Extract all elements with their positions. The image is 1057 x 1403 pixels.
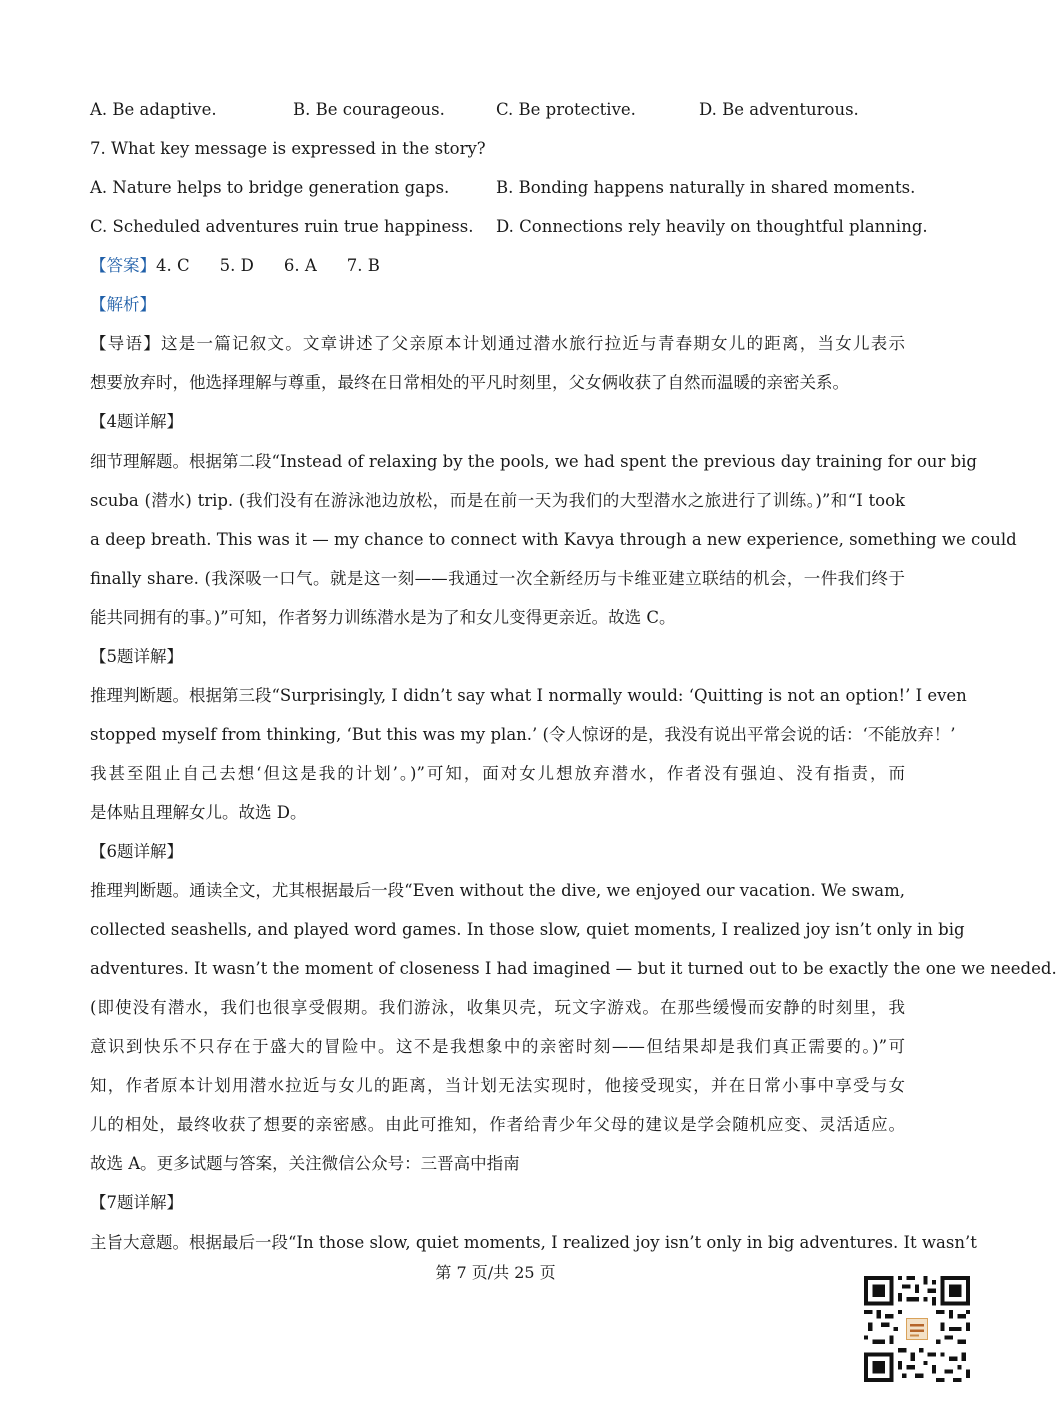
answer-item: 4. C bbox=[156, 256, 190, 275]
q4-line: scuba (潜水) trip. (我们没有在游泳池边放松，而是在前一天为我们的大型潜水之旅进行了训练。)”和“I took bbox=[90, 491, 905, 510]
q4-heading: 【4题详解】 bbox=[90, 412, 183, 431]
q7-heading: 【7题详解】 bbox=[90, 1193, 183, 1212]
q5-line: 我甚至阻止自己去想‘但这是我的计划’。)”可知，面对女儿想放弃潜水，作者没有强迫、没有指责，而 bbox=[90, 764, 905, 783]
q7-option-d: D. Connections rely heavily on thoughtful planning. bbox=[496, 217, 928, 236]
answer-line bbox=[90, 255, 905, 277]
q7-option-b: B. Bonding happens naturally in shared moments. bbox=[496, 178, 916, 197]
q7-option-c: C. Scheduled adventures ruin true happiness. bbox=[90, 217, 474, 236]
q5-line: 推理判断题。根据第三段“Surprisingly, I didn’t say what I normally would: ‘Quitting is not an option!’ I even bbox=[90, 686, 967, 705]
q4-line: 细节理解题。根据第二段“Instead of relaxing by the pools, we had spent the previous day training for our big bbox=[90, 452, 977, 471]
intro-line: 【导语】这是一篇记叙文。文章讲述了父亲原本计划通过潜水旅行拉近与青春期女儿的距离，当女儿表示 bbox=[90, 334, 905, 353]
intro-line: 想要放弃时，他选择理解与尊重，最终在日常相处的平凡时刻里，父女俩收获了自然而温暖的亲密关系。 bbox=[90, 373, 849, 392]
q6-option-b: B. Be courageous. bbox=[293, 100, 445, 119]
answer-item: 5. D bbox=[219, 256, 254, 275]
qr-code-icon bbox=[864, 1276, 970, 1382]
q4-line: 能共同拥有的事。)”可知，作者努力训练潜水是为了和女儿变得更亲近。故选 C。 bbox=[90, 608, 676, 627]
q6-option-c: C. Be protective. bbox=[496, 100, 636, 119]
q7-option-a: A. Nature helps to bridge generation gaps. bbox=[90, 178, 450, 197]
q6-option-a: A. Be adaptive. bbox=[90, 100, 217, 119]
q6-line: 知，作者原本计划用潜水拉近与女儿的距离，当计划无法实现时，他接受现实，并在日常小事中享受与女 bbox=[90, 1076, 905, 1095]
q6-line: (即使没有潜水，我们也很享受假期。我们游泳，收集贝壳，玩文字游戏。在那些缓慢而安静的时刻里，我 bbox=[90, 998, 905, 1017]
answer-item: 6. A bbox=[283, 256, 317, 275]
q5-line: stopped myself from thinking, ‘But this was my plan.’ (令人惊讶的是，我没有说出平常会说的话：‘不能放弃！’ bbox=[90, 725, 956, 744]
q6-line: adventures. It wasn’t the moment of closeness I had imagined — but it turned out to be exactly the one we needed. bbox=[90, 959, 1057, 978]
q6-line: 儿的相处，最终收获了想要的亲密感。由此可推知，作者给青少年父母的建议是学会随机应变、灵活适应。 bbox=[90, 1115, 905, 1134]
answer-item: 7. B bbox=[346, 256, 380, 275]
q5-heading: 【5题详解】 bbox=[90, 647, 183, 666]
q6-line: 意识到快乐不只存在于盛大的冒险中。这不是我想象中的亲密时刻——但结果却是我们真正需要的。)”可 bbox=[90, 1037, 905, 1056]
q6-heading: 【6题详解】 bbox=[90, 842, 183, 861]
analysis-tag: 【解析】 bbox=[90, 295, 156, 314]
page-footer: 第 7 页/共 25 页 bbox=[435, 1263, 556, 1282]
q6-line: 推理判断题。通读全文，尤其根据最后一段“Even without the dive, we enjoyed our vacation. We swam, bbox=[90, 881, 905, 900]
q4-line: finally share. (我深吸一口气。就是这一刻——我通过一次全新经历与卡维亚建立联结的机会，一件我们终于 bbox=[90, 569, 905, 588]
answer-tag: 【答案】 bbox=[90, 256, 156, 275]
q5-line: 是体贴且理解女儿。故选 D。 bbox=[90, 803, 307, 822]
q6-option-d: D. Be adventurous. bbox=[699, 100, 859, 119]
q6-line: 故选 A。更多试题与答案，关注微信公众号：三晋高中指南 bbox=[90, 1154, 520, 1173]
q7-stem: 7. What key message is expressed in the story? bbox=[90, 139, 486, 158]
q7-line: 主旨大意题。根据最后一段“In those slow, quiet moments, I realized joy isn’t only in big adventures. It wasn’t bbox=[90, 1233, 977, 1252]
q4-line: a deep breath. This was it — my chance to connect with Kavya through a new experience, something we could bbox=[90, 530, 1017, 549]
q6-line: collected seashells, and played word games. In those slow, quiet moments, I realized joy isn’t only in big bbox=[90, 920, 965, 939]
